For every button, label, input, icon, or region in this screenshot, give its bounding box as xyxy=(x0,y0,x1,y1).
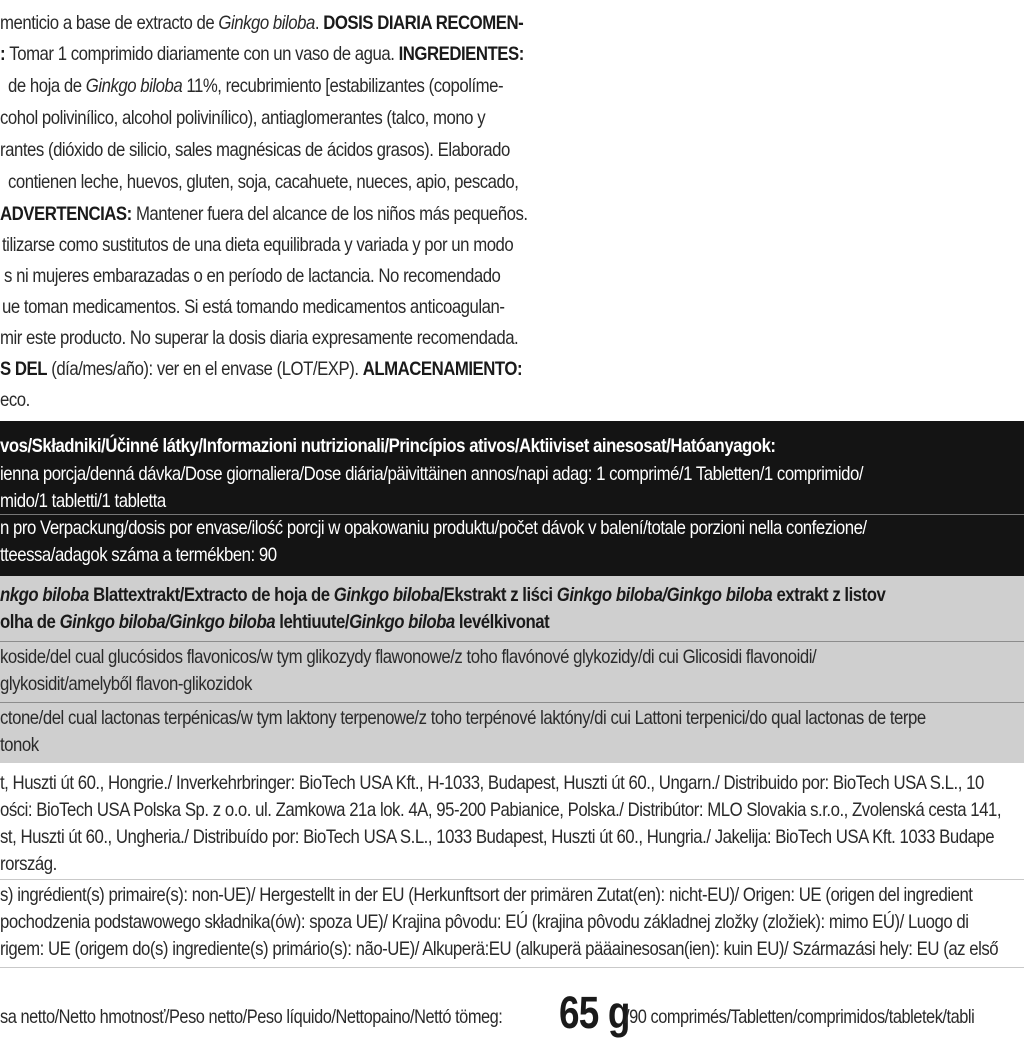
daily-dose-line: ienna porcja/denná dávka/Dose giornaliera/Dose diária/päivittäinen annos/napi adag: 1 comprimé/1 Tabletten/1 comprimido/ xyxy=(0,463,864,485)
divider xyxy=(0,641,1024,642)
paragraph-line: eco. xyxy=(0,389,30,411)
distributor-line: st, Huszti út 60., Ungheria./ Distribuído por: BioTech USA S.L., 1033 Budapest, Huszti út 60., Hungria./ Jakelija: BioTech USA Kft. 1033 Budape xyxy=(0,826,995,848)
paragraph-line: S DEL (día/mes/año): ver en el envase (LOT/EXP). ALMACENAMIENTO: xyxy=(0,358,523,380)
servings-line: n pro Verpackung/dosis por envase/ilość porcji w opakowaniu produktu/počet dávok v balení/totale porzioni nella confezione/ xyxy=(0,517,867,539)
paragraph-line: contienen leche, huevos, gluten, soja, cacahuete, nueces, apio, pescado, xyxy=(8,171,519,193)
distributor-line: t, Huszti út 60., Hongrie./ Inverkehrbringer: BioTech USA Kft., H-1033, Budapest, Huszti út 60., Ungarn./ Distribuido por: BioTech USA S.L., 10 xyxy=(0,772,984,794)
origin-line: s) ingrédient(s) primaire(s): non-UE)/ Hergestellt in der EU (Herkunftsort der primären Zutat(en): nicht-EU)/ Origen: UE (origen del ingredient xyxy=(0,884,973,906)
lactone-row: tonok xyxy=(0,734,39,756)
paragraph-line: rantes (dióxido de silicio, sales magnésicas de ácidos grasos). Elaborado xyxy=(0,139,510,161)
daily-dose-line: mido/1 tabletti/1 tabletta xyxy=(0,490,166,512)
servings-line: tteessa/adagok száma a termékben: 90 xyxy=(0,544,277,566)
divider xyxy=(0,702,1024,703)
net-weight-label: sa netto/Netto hmotnosť/Peso netto/Peso líquido/Nettopaino/Nettó tömeg: xyxy=(0,1006,503,1028)
paragraph-line: tilizarse como sustitutos de una dieta equilibrada y variada y por un modo xyxy=(2,234,514,256)
origin-line: pochodzenia podstawowego składnika(ów): spoza UE)/ Krajina pôvodu: EÚ (krajina pôvodu základnej zložky (zložiek): mimo EÚ)/ Luogo di xyxy=(0,911,969,933)
paragraph-line: cohol polivinílico, alcohol polivinílico), antiaglomerantes (talco, mono y xyxy=(0,107,486,129)
warnings-heading: ADVERTENCIAS: xyxy=(0,203,132,225)
glycoside-row: koside/del cual glucósidos flavonicos/w tym glikozydy flawonowe/z toho flavónové glykozidy/di cui Glicosidi flavonoidi/ xyxy=(0,646,817,668)
glycoside-row: glykosidit/amelyből flavon-glikozidok xyxy=(0,673,252,695)
paragraph-line: de hoja de Ginkgo biloba 11%, recubrimiento [estabilizantes (copolíme- xyxy=(8,75,504,97)
paragraph-line: ADVERTENCIAS: Mantener fuera del alcance de los niños más pequeños. xyxy=(0,203,528,225)
net-weight-value: 65 g xyxy=(559,987,630,1038)
paragraph-line: : Tomar 1 comprimido diariamente con un vaso de agua. INGREDIENTES: xyxy=(0,43,524,65)
distributor-line: rország. xyxy=(0,853,57,875)
paragraph-line: ue toman medicamentos. Si está tomando medicamentos anticoagulan- xyxy=(2,296,505,318)
divider xyxy=(0,514,1024,515)
ingredient-row: olha de Ginkgo biloba/Ginkgo biloba lehtiuute/Ginkgo biloba levélkivonat xyxy=(0,611,550,633)
paragraph-line: mir este producto. No superar la dosis diaria expresamente recomendada. xyxy=(0,327,519,349)
origin-line: rigem: UE (origem do(s) ingrediente(s) primário(s): não-UE)/ Alkuperä:EU (alkuperä pääainesosan(ien): kuin EU)/ Származási hely: EU (az első xyxy=(0,938,999,960)
storage-heading: ALMACENAMIENTO: xyxy=(362,358,523,380)
lactone-row: ctone/del cual lactonas terpénicas/w tym laktony terpenowe/z toho terpénové laktóny/di cui Lattoni terpenici/do qual lactonas de terpe xyxy=(0,707,926,729)
net-weight-suffix: /90 comprimés/Tabletten/comprimidos/tabletek/tabli xyxy=(625,1006,975,1028)
table-header: vos/Składniki/Účinné látky/Informazioni nutrizionali/Princípios ativos/Aktiiviset ainesosat/Hatóanyagok: xyxy=(0,435,776,457)
ingredient-row: nkgo biloba Blattextrakt/Extracto de hoja de Ginkgo biloba/Ekstrakt z liści Ginkgo biloba/Ginkgo biloba extrakt z listov xyxy=(0,584,886,606)
paragraph-line: s ni mujeres embarazadas o en período de lactancia. No recomendado xyxy=(4,265,501,287)
dosage-heading: DOSIS DIARIA RECOMEN- xyxy=(323,12,524,34)
paragraph-line: menticio a base de extracto de Ginkgo biloba. DOSIS DIARIA RECOMEN- xyxy=(0,12,524,34)
divider xyxy=(0,967,1024,968)
distributor-line: ości: BioTech USA Polska Sp. z o.o. ul. Zamkowa 21a lok. 4A, 95-200 Pabianice, Polska./ Distribútor: MLO Slovakia s.r.o., Zvolenská cesta 141, xyxy=(0,799,1002,821)
divider xyxy=(0,879,1024,880)
ingredients-heading: INGREDIENTES: xyxy=(398,43,524,65)
